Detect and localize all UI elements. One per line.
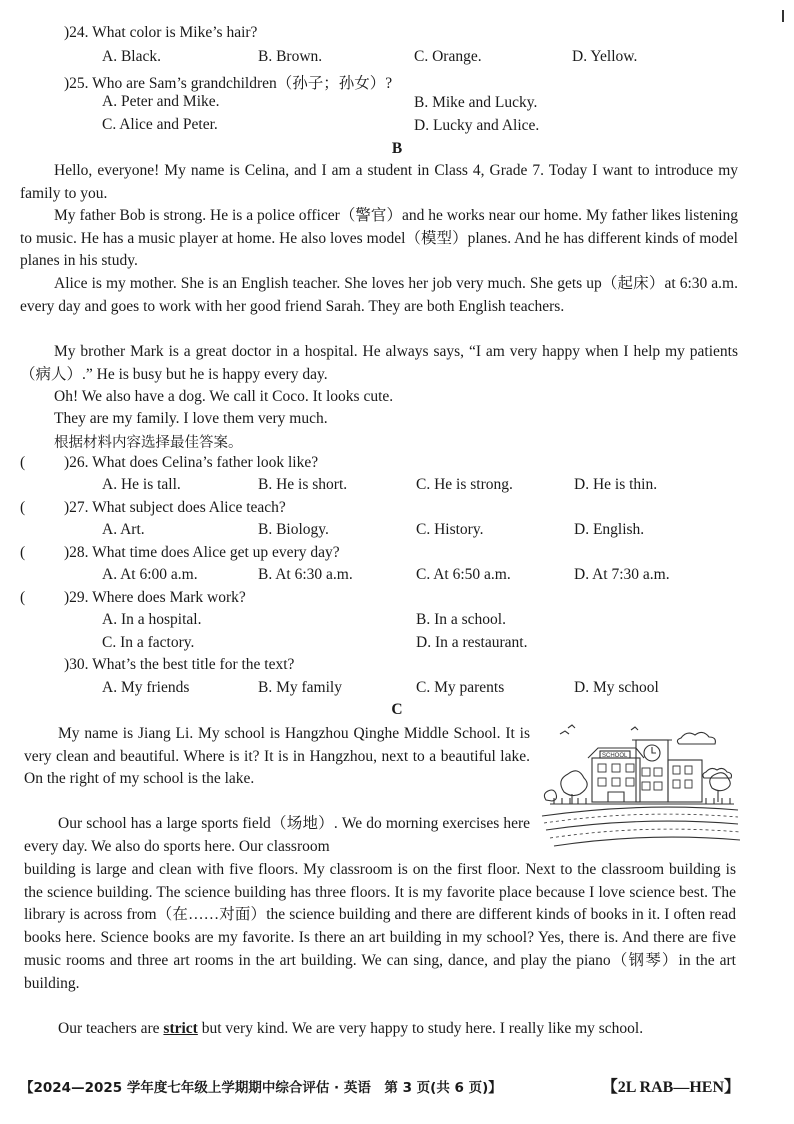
q28-option-c: C. At 6:50 a.m.: [416, 566, 511, 583]
q28-option-d: D. At 7:30 a.m.: [574, 566, 670, 583]
section-c-paragraph-3: [24, 1018, 736, 1041]
question-30: [20, 656, 294, 674]
q30-option-a: A. My friends: [102, 679, 190, 696]
section-b-paragraph-1: Hello, everyone! My name is Celina, and I am a student in Class 4, Grade 7. Today I want to introduce my family to you.: [20, 162, 738, 202]
answer-blank-28[interactable]: (: [20, 544, 26, 561]
q26-option-a: A. He is tall.: [102, 476, 181, 493]
q27-option-c: C. History.: [416, 521, 484, 538]
school-sign-text: SCHOOL: [602, 753, 628, 759]
question-28-text: )28. What time does Alice get up every day?: [64, 544, 340, 561]
question-25-text: )25. Who are Sam’s grandchildren（孙子；孙女）?: [64, 75, 393, 92]
q27-option-a: A. Art.: [102, 521, 145, 538]
question-30-text: )30. What’s the best title for the text?: [64, 656, 295, 673]
school-illustration: [536, 720, 744, 852]
q28-option-b: B. At 6:30 a.m.: [258, 566, 353, 583]
section-b-paragraph-5: Oh! We also have a dog. We call it Coco. It looks cute.: [54, 388, 394, 405]
section-b-paragraph-6: They are my family. I love them very much.: [54, 410, 328, 427]
q25-option-a: A. Peter and Mike.: [102, 93, 220, 110]
section-c-paragraph-2-start: Our school has a large sports field（场地）. We do morning exercises here every day. We also do sports here. Our classroom: [24, 815, 530, 855]
corner-mark: [782, 10, 784, 22]
question-29-text: )29. Where does Mark work?: [64, 589, 246, 606]
q26-option-b: B. He is short.: [258, 476, 348, 493]
question-26: [20, 454, 318, 472]
section-c-paragraph-1: My name is Jiang Li. My school is Hangzhou Qinghe Middle School. It is very clean and beautiful. Where is it? It is in Hangzhou, next to a beautiful lake. On the right of my school is the lake.: [24, 725, 530, 788]
answer-blank-29[interactable]: (: [20, 589, 26, 606]
underlined-word-strict: strict: [163, 1020, 198, 1037]
page-footer: [20, 1076, 740, 1096]
para3-after: but very kind. We are very happy to study here. I really like my school.: [197, 1020, 644, 1037]
question-29: [20, 589, 246, 607]
section-b-paragraph-3: Alice is my mother. She is an English teacher. She loves her job very much. She gets up（起床）at 6:30 a.m. every day and goes to work with her good friend Sarah. They are both English teachers.: [20, 275, 738, 315]
q25-option-b: B. Mike and Lucky.: [414, 94, 538, 111]
question-25: [20, 71, 392, 93]
section-b-paragraph-4: My brother Mark is a great doctor in a hospital. He always says, “I am very happy when I help my patients（病人）.” He is busy but he is happy every day.: [20, 343, 738, 383]
section-c-heading: C: [391, 701, 403, 718]
q30-option-d: D. My school: [574, 679, 659, 696]
q29-option-c: C. In a factory.: [102, 634, 195, 651]
section-c-paragraph-2-rest: building is large and clean with five floors. My classroom is on the first floor. Next to the classroom building is the science building. The science building has three floors. It is my favorite place because I love science best. The library is across from（在……对面）the science building and there are different kinds of books in it. I often read books here. Science books are my favorite. Is there an art building in my school? Yes, there is. And there are five music rooms and three art rooms in the art building. We can sing, dance, and play the piano（钢琴）in the art building.: [24, 861, 736, 992]
q24-option-b: B. Brown.: [258, 48, 323, 65]
footer-left-text: 【2024—2025 学年度七年级上学期期中综合评估 · 英语 第 3 页(共 6 页)】: [20, 1080, 502, 1096]
question-27: [20, 499, 286, 517]
q30-option-c: C. My parents: [416, 679, 505, 696]
q28-option-a: A. At 6:00 a.m.: [102, 566, 198, 583]
q24-option-c: C. Orange.: [414, 48, 482, 65]
question-27-text: )27. What subject does Alice teach?: [64, 499, 286, 516]
para3-before: Our teachers are: [58, 1020, 164, 1037]
question-26-text: )26. What does Celina’s father look like?: [64, 454, 319, 471]
answer-blank-27[interactable]: (: [20, 499, 26, 516]
answer-blank-26[interactable]: (: [20, 454, 26, 471]
q30-option-b: B. My family: [258, 679, 342, 696]
q24-option-a: A. Black.: [102, 48, 161, 65]
q25-option-c: C. Alice and Peter.: [102, 116, 218, 133]
question-24-text: )24. What color is Mike’s hair?: [64, 24, 258, 41]
question-28: [20, 544, 340, 562]
q26-option-d: D. He is thin.: [574, 476, 658, 493]
section-b-paragraph-2: My father Bob is strong. He is a police officer（警官）and he works near our home. My father likes listening to music. He has a music player at home. He also loves model（模型）planes. And he has different kinds of model planes in his study.: [20, 207, 738, 270]
question-24: [20, 24, 257, 42]
section-b-heading: B: [391, 140, 403, 157]
q25-option-d: D. Lucky and Alice.: [414, 117, 540, 134]
q27-option-b: B. Biology.: [258, 521, 329, 538]
q29-option-d: D. In a restaurant.: [416, 634, 528, 651]
instruction-text: 根据材料内容选择最佳答案。: [54, 435, 243, 451]
q29-option-a: A. In a hospital.: [102, 611, 202, 628]
footer-code: 【2L RAB—HEN】: [601, 1079, 740, 1096]
q24-option-d: D. Yellow.: [572, 48, 638, 65]
q26-option-c: C. He is strong.: [416, 476, 513, 493]
q27-option-d: D. English.: [574, 521, 645, 538]
q29-option-b: B. In a school.: [416, 611, 506, 628]
